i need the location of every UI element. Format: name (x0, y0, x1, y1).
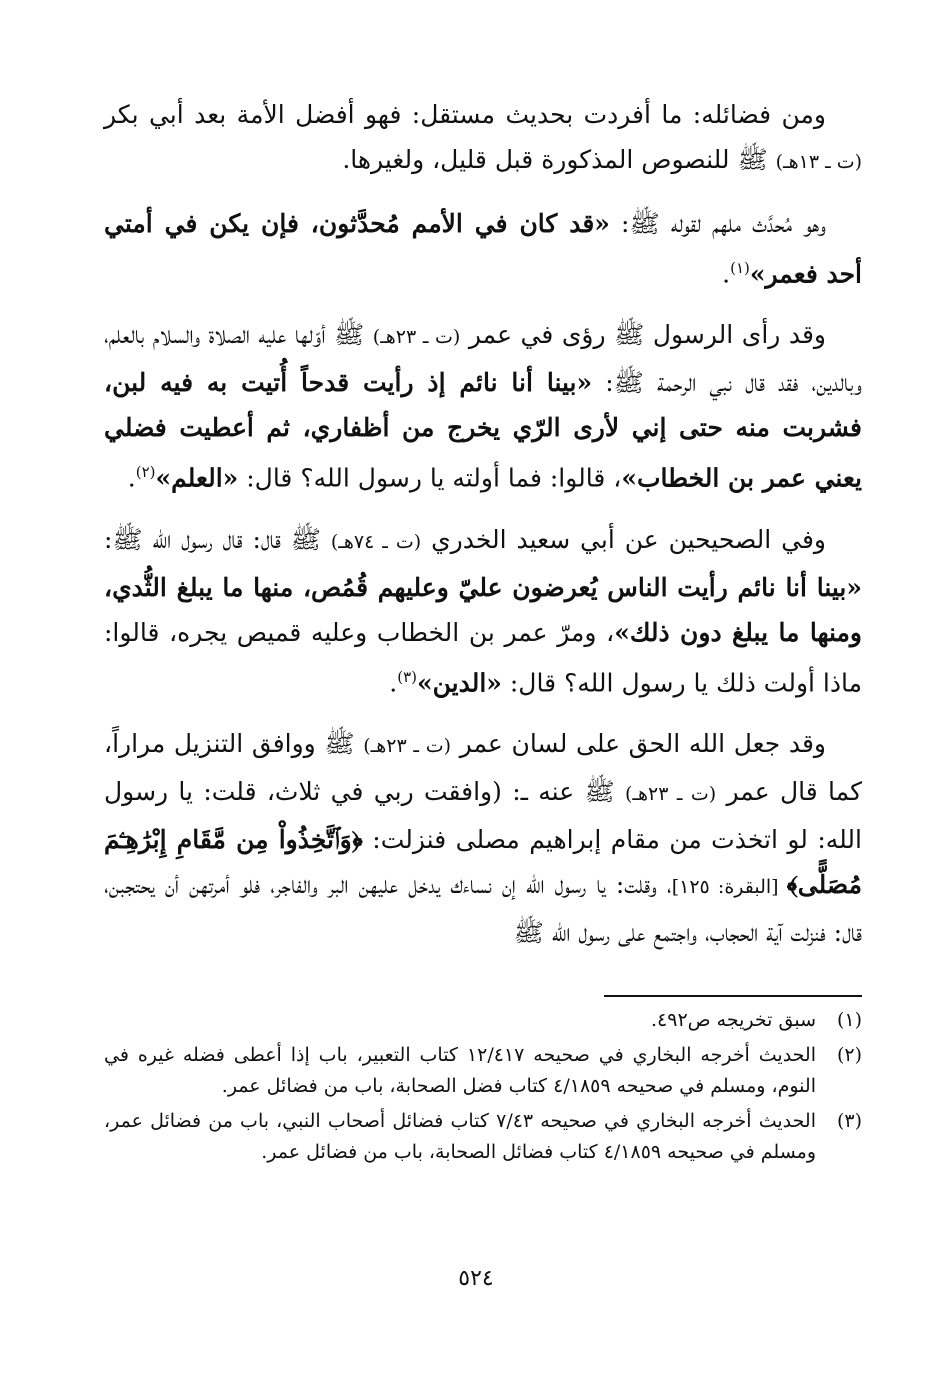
text-run: وقد رأى الرسول ﷺ رؤى في عمر (460, 320, 827, 350)
death-date: (ت ـ ٢٣هـ) (625, 782, 717, 805)
footnote-ref[interactable]: (١) (730, 259, 750, 277)
death-date: (ت ـ ٢٣هـ) (372, 326, 461, 349)
text-run: وهو مُحدَّث ملهم لقوله ﷺ: (609, 209, 826, 238)
footnote-3 (104, 1106, 862, 1168)
footnotes (104, 995, 862, 1172)
text-run: ﷺ عنه ـ: (وافقت ربي في ثلاث، قلت: يا رسول الله: لو اتخذت من مقام إبراهيم مصلى فنزلت: (104, 776, 862, 854)
verse-reference: [البقرة: ١٢٥] (671, 875, 787, 898)
paragraph-dream-shirts (104, 517, 862, 705)
footnote-1 (104, 1005, 862, 1036)
hadith-quote: «قد كان في الأمم مُحدَّثون، فإن يكن في أمتي أحد فعمر» (104, 209, 862, 289)
text-run: . (127, 463, 136, 493)
paragraph-virtues (104, 92, 862, 185)
text-run: وفي الصحيحين عن أبي سعيد الخدري (421, 524, 826, 554)
page-number: ٥٢٤ (458, 1266, 494, 1291)
footnote-ref[interactable]: (٢) (135, 463, 156, 482)
hadith-quote: «بينا أنا نائم رأيت الناس يُعرضون عليّ وعليهم قُمُص، منها ما يبلغ الثُّدي، ومنها ما يبلغ دون ذلك» (104, 572, 862, 647)
footnote-number: (٣) (836, 1110, 862, 1132)
paragraph-muhaddath (104, 201, 862, 296)
footnote-text: سبق تخريجه ص٤٩٢. (651, 1009, 816, 1031)
text-run: ومن فضائله: ما أفردت بحديث مستقل: فهو أفضل الأمة بعد أبي بكر (104, 100, 826, 129)
hadith-quote: «بينا أنا نائم إذ رأيت قدحاً أُتيت به فيه لبن، فشربت منه حتى إني لأرى الرّي يخرج من أظفاري، ثم أعطيت فضلي يعني عمر بن الخطاب» (104, 368, 862, 493)
footnote-number: (٢) (836, 1044, 862, 1066)
hadith-quote: «الدين» (417, 667, 502, 697)
quran-verse: ﴿وَٱتَّخِذُواْ مِن مَّقَامِ إِبْرَٰهِـۧمَ مُصَلًّى﴾ (104, 824, 862, 899)
main-text (104, 92, 862, 971)
death-date: (ت ـ ١٣هـ) (775, 151, 862, 173)
footnote-text: الحديث أخرجه البخاري في صحيحه ١٢/٤١٧ كتاب التعبير، باب إذا أعطى فضله غيره في النوم، ومسلم في صحيحه ٤/١٨٥٩ كتاب فضل الصحابة، باب من فضائل عمر. (104, 1044, 817, 1097)
death-date: (ت ـ ٧٤هـ) (330, 530, 422, 553)
text-run: ﷺ قال: قال رسول الله ﷺ: (104, 524, 331, 554)
text-run: ﷺ ووافق التنزيل مراراً، كما قال عمر (104, 728, 862, 806)
footnote-number: (١) (836, 1009, 862, 1031)
footnote-2 (104, 1040, 862, 1102)
paragraph-agreements (104, 721, 862, 955)
text-run: ، ومرّ عمر بن الخطاب وعليه قميص يجره، قالوا: ماذا أولت ذلك يا رسول الله؟ قال: (104, 617, 862, 697)
text-run: وقد جعل الله الحق على لسان عمر (451, 728, 826, 758)
text-run: . (722, 259, 731, 289)
footnote-ref[interactable]: (٣) (397, 667, 417, 686)
text-run: ، وقلت: يا رسول الله إن نساءك يدخل عليهن البر والفاجر، فلو أمرتهن أن يحتجبن، قال: فنزلت آية الحجاب، واجتمع على رسول الله ﷺ (104, 869, 862, 947)
text-run: ﷺ أوّلها عليه الصلاة والسلام بالعلم، وبالدين، فقد قال نبي الرحمة ﷺ: (104, 320, 863, 398)
death-date: (ت ـ ٢٣هـ) (363, 734, 451, 757)
paragraph-dream-milk (104, 312, 862, 500)
text-run: . (389, 667, 398, 697)
text-run: ﷺ للنصوص المذكورة قبل قليل، ولغيرها. (342, 145, 776, 174)
text-run: ، قالوا: فما أولته يا رسول الله؟ قال: (238, 463, 622, 493)
hadith-quote: «العلم» (155, 463, 239, 493)
footnote-divider (604, 995, 862, 997)
footnote-text: الحديث أخرجه البخاري في صحيحه ٧/٤٣ كتاب فضائل أصحاب النبي، باب من فضائل عمر، ومسلم في صحيحه ٤/١٨٥٩ كتاب فضائل الصحابة، باب من فضائل عمر. (104, 1110, 816, 1163)
